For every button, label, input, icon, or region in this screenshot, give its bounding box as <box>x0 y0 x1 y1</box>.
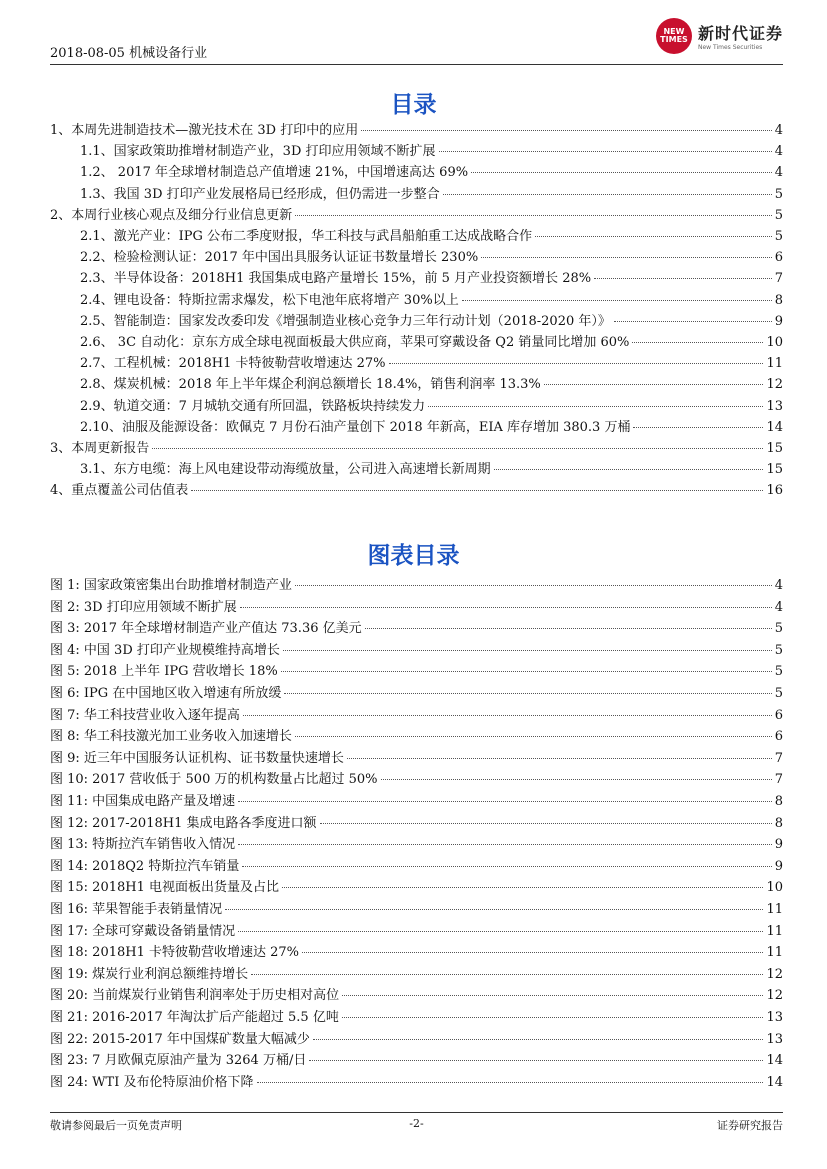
toc-entry-label: 2.2、检验检测认证：2017 年中国出具服务认证证书数量增长 230% <box>80 250 479 266</box>
figure-entry-label: 图 16: 苹果智能手表销量情况 <box>50 902 223 917</box>
dot-leader <box>347 758 772 759</box>
toc-entry[interactable] <box>80 226 783 247</box>
toc-entry-label: 4、重点覆盖公司估值表 <box>50 483 189 499</box>
figure-entry[interactable] <box>50 748 783 769</box>
toc-entry[interactable] <box>80 247 783 268</box>
dot-leader <box>633 427 763 428</box>
toc-entry-page: 4 <box>774 144 783 160</box>
toc-entry-page: 6 <box>774 250 783 266</box>
figure-entry-page: 5 <box>774 686 783 701</box>
dot-leader <box>283 650 772 651</box>
dot-leader <box>594 278 772 279</box>
figure-entry-page: 5 <box>774 664 783 680</box>
figure-entry[interactable] <box>50 813 783 834</box>
figure-entry-page: 4 <box>774 599 783 615</box>
toc-entry-label: 2.7、工程机械：2018H1 卡特彼勒营收增速达 27% <box>80 356 386 372</box>
figure-entry-label: 图 5: 2018 上半年 IPG 营收增长 18% <box>50 664 278 680</box>
footer-page-number: -2- <box>409 1117 424 1130</box>
logo-name-cn: 新时代证券 <box>697 24 783 43</box>
figure-entry-page: 6 <box>774 707 783 723</box>
figure-entry[interactable] <box>50 1029 783 1050</box>
dot-leader <box>462 300 772 301</box>
figure-entry[interactable] <box>50 834 783 855</box>
figure-entry-label: 图 17: 全球可穿戴设备销量情况 <box>50 923 236 939</box>
dot-leader <box>309 1060 763 1061</box>
toc-entry-page: 16 <box>766 483 783 499</box>
figure-entry-page: 11 <box>766 923 783 939</box>
toc-entry-page: 14 <box>766 419 783 435</box>
figure-entry-page: 14 <box>766 1074 783 1090</box>
figure-entry-page: 8 <box>774 815 783 831</box>
figure-entry-label: 图 12: 2017-2018H1 集成电路各季度进口额 <box>50 815 317 831</box>
figure-entry-label: 图 8: 华工科技激光加工业务收入加速增长 <box>50 729 292 745</box>
toc-entry[interactable] <box>80 268 783 289</box>
figure-entry-label: 图 19: 煤炭行业利润总额维持增长 <box>50 966 249 982</box>
figure-entry-page: 9 <box>774 837 783 853</box>
header-date-industry: 2018-08-05 机械设备行业 <box>50 46 208 61</box>
toc-entry-label: 2、本周行业核心观点及细分行业信息更新 <box>50 207 293 223</box>
dot-leader <box>428 406 763 407</box>
dot-leader <box>242 866 771 867</box>
dot-leader <box>443 194 772 195</box>
toc-entry-label: 1.2、 2017 年全球增材制造总产值增速 21%，中国增速高达 69% <box>80 165 469 181</box>
figure-entry-page: 12 <box>766 966 783 982</box>
figure-entry-page: 8 <box>774 794 783 809</box>
toc-entry-page: 4 <box>774 123 783 138</box>
toc-entry[interactable] <box>50 205 783 226</box>
toc-entry[interactable] <box>50 438 783 459</box>
figure-entry-page: 9 <box>774 858 783 874</box>
figure-entry-page: 5 <box>774 642 783 658</box>
dot-leader <box>614 321 772 322</box>
dot-leader <box>295 215 771 216</box>
figure-entry-page: 5 <box>774 621 783 637</box>
figure-entry-label: 图 2: 3D 打印应用领域不断扩展 <box>50 599 237 615</box>
dot-leader <box>225 909 763 910</box>
dot-leader <box>320 823 772 824</box>
figure-entry[interactable] <box>50 597 783 618</box>
dot-leader <box>544 384 764 385</box>
figure-entry-label: 图 20: 当前煤炭行业销售利润率处于历史相对高位 <box>50 988 340 1004</box>
figure-entry-label: 图 9: 近三年中国服务认证机构、证书数量快速增长 <box>50 750 344 766</box>
toc-entry[interactable] <box>80 374 783 395</box>
figure-entry-label: 图 10: 2017 营收低于 500 万的机构数量占比超过 50% <box>50 772 378 788</box>
toc-entry[interactable] <box>80 459 783 480</box>
dot-leader <box>389 363 764 364</box>
toc-entry-page: 11 <box>766 356 783 372</box>
figure-entry[interactable] <box>50 877 783 898</box>
toc-entry-label: 1.1、国家政策助推增材制造产业，3D 打印应用领域不断扩展 <box>80 144 436 160</box>
dot-leader <box>282 887 763 888</box>
dot-leader <box>281 671 772 672</box>
figure-entry-label: 图 11: 中国集成电路产量及增速 <box>50 794 236 809</box>
figure-entry[interactable] <box>50 705 783 726</box>
dot-leader <box>313 1039 764 1040</box>
figure-entry-page: 4 <box>774 578 783 593</box>
figure-entry[interactable] <box>50 726 783 747</box>
figure-entry-label: 图 24: WTI 及布伦特原油价格下降 <box>50 1074 254 1090</box>
footer-disclaimer: 敬请参阅最后一页免责声明 <box>50 1119 182 1132</box>
toc-entry[interactable] <box>50 120 783 141</box>
toc-entry-page: 13 <box>766 398 783 414</box>
logo-badge-icon: NEW TIMES <box>656 18 692 54</box>
toc-entry-label: 1、本周先进制造技术—激光技术在 3D 打印中的应用 <box>50 123 359 138</box>
toc-entry-label: 3.1、东方电缆：海上风电建设带动海缆放量，公司进入高速增长新周期 <box>80 462 491 478</box>
dot-leader <box>152 448 763 449</box>
figure-entry[interactable] <box>50 964 783 985</box>
dot-leader <box>439 151 772 152</box>
figure-entry-page: 11 <box>766 945 783 961</box>
figure-entry-page: 6 <box>774 729 783 745</box>
figure-entry[interactable] <box>50 856 783 877</box>
toc-entry-label: 1.3、我国 3D 打印产业发展格局已经形成，但仍需进一步整合 <box>80 186 440 202</box>
figure-list-title: 图表目录 <box>367 543 460 569</box>
footer-report-type: 证券研究报告 <box>717 1119 783 1132</box>
figure-entry-label: 图 23: 7 月欧佩克原油产量为 3264 万桶/日 <box>50 1053 307 1069</box>
figure-entry-page: 12 <box>766 988 783 1004</box>
figure-entry[interactable] <box>50 661 783 682</box>
figure-entry[interactable] <box>50 921 783 942</box>
figure-entry[interactable] <box>50 618 783 639</box>
toc-entry[interactable] <box>80 353 783 374</box>
toc-title: 目录 <box>390 92 437 118</box>
figure-entry[interactable] <box>50 575 783 596</box>
figure-entry[interactable] <box>50 769 783 790</box>
toc-entry-page: 12 <box>766 377 783 393</box>
dot-leader <box>302 952 763 953</box>
toc-entry-label: 2.6、 3C 自动化：京东方成全球电视面板最大供应商，苹果可穿戴设备 Q2 销量同比增加 60% <box>80 335 630 350</box>
dot-leader <box>494 469 764 470</box>
toc-entry-page: 5 <box>774 229 783 244</box>
figure-entry-label: 图 1: 国家政策密集出台助推增材制造产业 <box>50 578 292 593</box>
toc-entry[interactable] <box>80 290 783 311</box>
toc-entry[interactable] <box>80 141 783 162</box>
toc-entry-page: 5 <box>774 186 783 202</box>
toc-entry-label: 2.3、半导体设备：2018H1 我国集成电路产量增长 15%，前 5 月产业投资额增长 28% <box>80 271 592 287</box>
figure-entry-page: 7 <box>774 772 783 788</box>
dot-leader <box>342 1017 764 1018</box>
toc-entry-page: 5 <box>774 207 783 223</box>
dot-leader <box>632 342 763 343</box>
figure-entry-label: 图 13: 特斯拉汽车销售收入情况 <box>50 837 236 853</box>
figure-entry[interactable] <box>50 1007 783 1028</box>
figure-entry[interactable] <box>50 640 783 661</box>
dot-leader <box>481 257 772 258</box>
toc-entry-page: 7 <box>774 271 783 287</box>
dot-leader <box>257 1082 764 1083</box>
figure-entry-label: 图 4: 中国 3D 打印产业规模维持高增长 <box>50 642 280 658</box>
toc-entry[interactable] <box>80 396 783 417</box>
dot-leader <box>365 628 772 629</box>
toc-entry-label: 2.1、激光产业：IPG 公布二季度财报，华工科技与武昌船舶重工达成战略合作 <box>80 229 533 244</box>
figure-entry-label: 图 15: 2018H1 电视面板出货量及占比 <box>50 880 280 896</box>
dot-leader <box>238 844 772 845</box>
dot-leader <box>240 607 772 608</box>
logo-name-en: New Times Securities <box>697 44 763 51</box>
figure-entry-label: 图 18: 2018H1 卡特彼勒营收增速达 27% <box>50 945 300 961</box>
figure-entry-label: 图 21: 2016-2017 年淘汰扩后产能超过 5.5 亿吨 <box>50 1010 339 1025</box>
toc-entry[interactable] <box>80 311 783 332</box>
figure-entry-page: 13 <box>766 1031 783 1047</box>
figure-entry-label: 图 6: IPG 在中国地区收入增速有所放缓 <box>50 686 282 701</box>
dot-leader <box>361 130 771 131</box>
dot-leader <box>243 715 772 716</box>
toc-entry[interactable] <box>80 162 783 183</box>
company-logo <box>656 18 783 54</box>
figure-entry-page: 13 <box>766 1010 783 1025</box>
toc-entry-label: 2.9、轨道交通：7 月城轨交通有所回温，铁路板块持续发力 <box>80 398 426 414</box>
figure-entry-label: 图 7: 华工科技营业收入逐年提高 <box>50 707 240 723</box>
figure-entry[interactable] <box>50 1050 783 1071</box>
figure-entry-label: 图 22: 2015-2017 年中国煤矿数量大幅减少 <box>50 1031 310 1047</box>
figure-entry-page: 10 <box>766 880 783 896</box>
figure-entry-page: 11 <box>766 902 783 917</box>
figure-entry[interactable] <box>50 899 783 920</box>
page-footer <box>50 1112 783 1133</box>
toc-entry-page: 8 <box>774 292 783 308</box>
figure-entry[interactable] <box>50 683 783 704</box>
dot-leader <box>342 995 763 996</box>
toc-entry[interactable] <box>80 332 783 353</box>
dot-leader <box>295 585 772 586</box>
toc-entry-page: 15 <box>766 462 783 478</box>
toc-entry-page: 9 <box>774 313 783 329</box>
figure-entry[interactable] <box>50 1072 783 1093</box>
dot-leader <box>238 931 763 932</box>
figure-entry[interactable] <box>50 985 783 1006</box>
dot-leader <box>295 736 772 737</box>
toc-entry-label: 2.8、煤炭机械：2018 年上半年煤企利润总额增长 18.4%，销售利润率 13.3% <box>80 377 541 393</box>
toc-entry[interactable] <box>50 480 783 501</box>
toc-entry[interactable] <box>80 184 783 205</box>
page-header <box>50 18 783 65</box>
toc-entry-label: 2.4、锂电设备：特斯拉需求爆发，松下电池年底将增产 30%以上 <box>80 292 459 308</box>
dot-leader <box>191 490 763 491</box>
figure-entry-label: 图 3: 2017 年全球增材制造产业产值达 73.36 亿美元 <box>50 621 362 637</box>
dot-leader <box>251 974 763 975</box>
dot-leader <box>535 236 772 237</box>
toc-entry-page: 4 <box>774 165 783 181</box>
toc-entry[interactable] <box>80 417 783 438</box>
figure-entry[interactable] <box>50 942 783 963</box>
dot-leader <box>381 779 772 780</box>
dot-leader <box>238 801 772 802</box>
dot-leader <box>284 693 771 694</box>
toc-entry-label: 3、本周更新报告 <box>50 441 150 456</box>
toc-entry-label: 2.10、油服及能源设备：欧佩克 7 月份石油产量创下 2018 年新高，EIA 库存增加 380.3 万桶 <box>80 419 631 435</box>
figure-entry-label: 图 14: 2018Q2 特斯拉汽车销量 <box>50 858 240 874</box>
figure-entry[interactable] <box>50 791 783 812</box>
figure-entry-page: 14 <box>766 1053 783 1069</box>
figure-entry-page: 7 <box>774 750 783 766</box>
dot-leader <box>471 172 772 173</box>
toc-entry-page: 15 <box>766 441 783 456</box>
toc-entry-page: 10 <box>766 335 783 350</box>
toc-entry-label: 2.5、智能制造：国家发改委印发《增强制造业核心竞争力三年行动计划（2018-2020 年）》 <box>80 313 611 329</box>
